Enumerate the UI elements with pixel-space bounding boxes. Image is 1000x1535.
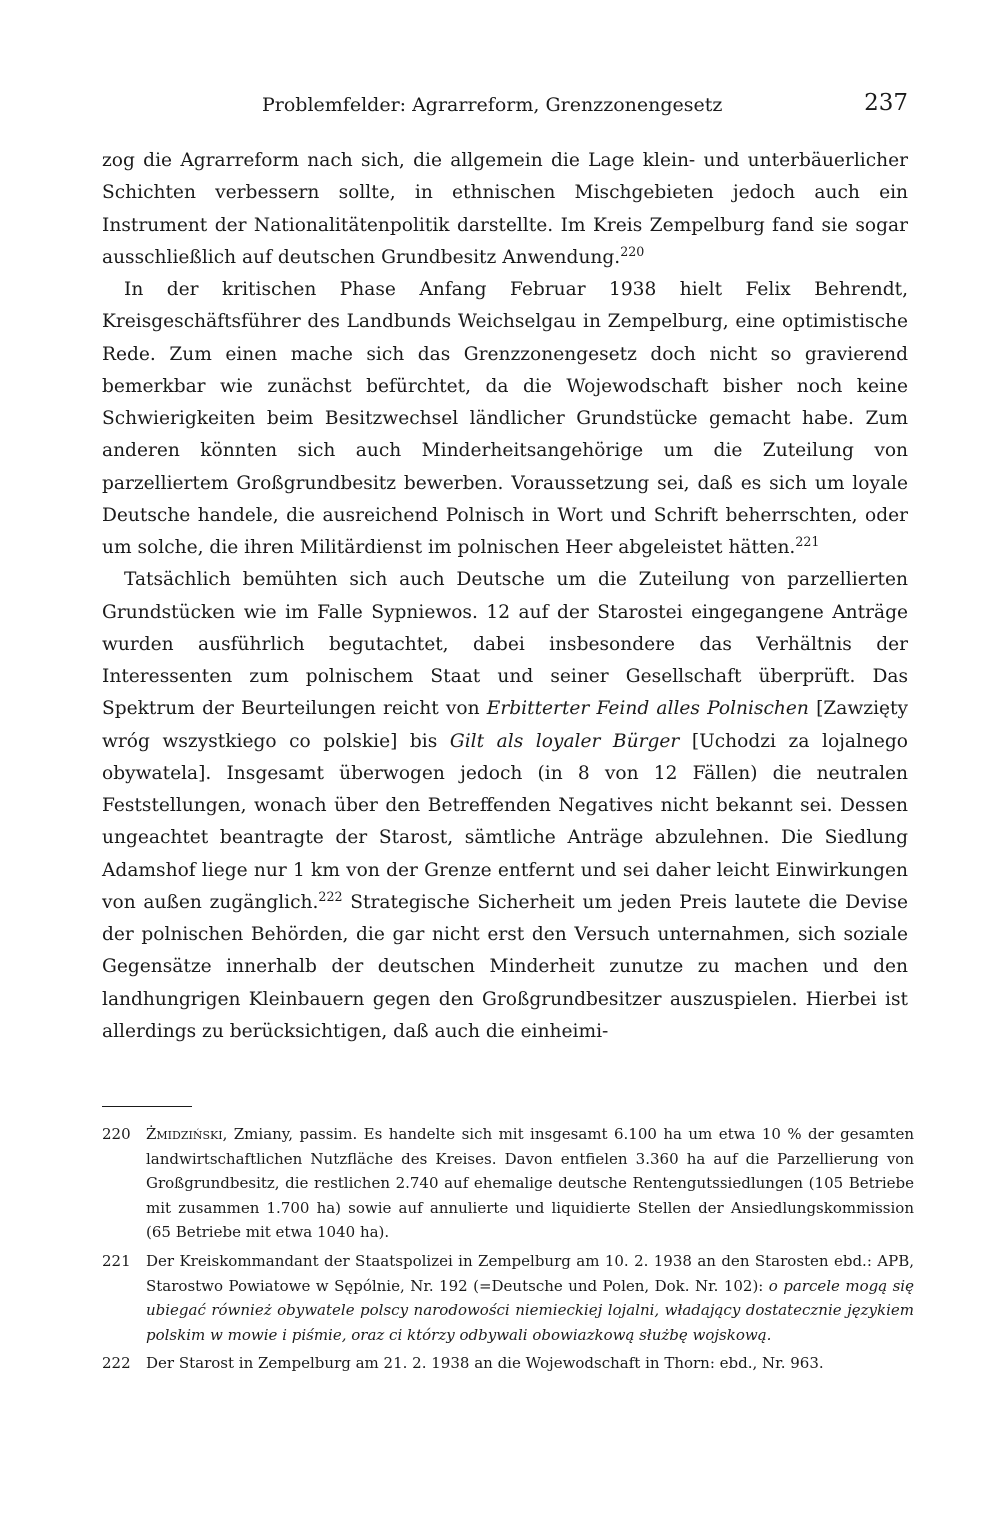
quote-italic-1: Erbitterter Feind alles Polnischen (486, 698, 809, 720)
footnote-221 (102, 1249, 914, 1347)
paragraph-3 (102, 564, 908, 1048)
paragraph-1 (102, 145, 908, 274)
footnote-number: 221 (102, 1251, 131, 1270)
page-number: 237 (864, 90, 908, 116)
footnote-number: 222 (102, 1354, 131, 1373)
paragraph-3-text-c: [Uchodzi za lojalnego obywatela]. Insgesamt überwogen jedoch (in 8 von 12 Fällen) die neutralen Feststellungen, wonach über den Betreffenden Negatives nicht bekannt sei. Dessen ungeachtet beantragte der Starost, sämtliche Anträge abzulehnen. Die Siedlung Adamshof liege nur 1 km von der Grenze entfernt und sei daher leicht Einwirkungen von außen zugänglich. (102, 730, 909, 913)
footnotes (102, 1122, 914, 1380)
paragraph-2-text: In der kritischen Phase Anfang Februar 1938 hielt Felix Behrendt, Kreisgeschäftsführer des Landbunds Weichselgau in Zempelburg, eine optimistische Rede. Zum einen mache sich das Grenzzonengesetz doch nicht so gravierend bemerkbar wie zunächst befürchtet, da die Wojewodschaft bisher noch keine Schwierigkeiten beim Besitzwechsel ländlicher Grundstücke gemacht habe. Zum anderen könnten sich auch Minderheitsangehörige um die Zuteilung von parzelliertem Großgrundbesitz bewerben. Voraussetzung sei, daß es sich um loyale Deutsche handele, die ausreichend Polnisch in Wort und Schrift beherrschten, oder um solche, die ihren Militärdienst im polnischen Heer abgeleistet hätten. (102, 279, 908, 558)
paragraph-3-text-d: Strategische Sicherheit um jeden Preis lautete die Devise der polnischen Behörden, die gar nicht erst den Versuch unternahmen, sich soziale Gegensätze innerhalb der deutschen Minderheit zunutze zu machen und den landhungrigen Kleinbauern gegen den Großgrundbesitzer auszuspielen. Hierbei ist allerdings zu berücksichtigen, daß auch die einheimi- (102, 891, 908, 1042)
footnote-text: Der Starost in Zempelburg am 21. 2. 1938 an die Wojewodschaft in Thorn: ebd., Nr. 963. (146, 1354, 824, 1373)
footnote-number: 220 (102, 1125, 131, 1143)
paragraph-3-text-a: Tatsächlich bemühten sich auch Deutsche um die Zuteilung von parzellierten Grundstücken wie im Falle Sypniewos. 12 auf der Starostei eingegangene Anträge wurden ausführlich begutachtet, dabei insbesondere das Verhältnis der Interessenten zum polnischem Staat und seiner Gesellschaft überprüft. Das Spektrum der Beurteilungen reicht von (102, 569, 908, 720)
paragraph-2 (102, 274, 908, 564)
footnote-quote-italic: o parcele mogą się ubiegać również obywatele polscy narodowości niemieckiej lojalni, władający dostatecznie językiem polskim w mowie i piśmie, oraz ci którzy odbywali obowiazkową służbę wojskową. (146, 1276, 914, 1344)
paragraph-3-text-b: [Zawzięty wróg wszystkiego co polskie] bis (102, 698, 908, 752)
footnote-ref-221[interactable]: 221 (795, 534, 820, 550)
running-title: Problemfelder: Agrarreform, Grenzzonengesetz (262, 94, 723, 116)
main-text (102, 145, 908, 1048)
footnote-text: Der Kreiskommandant der Staatspolizei in Zempelburg am 10. 2. 1938 an den Starosten ebd.: APB, Starostwo Powiatowe w Sępólnie, Nr. 192 (=Deutsche und Polen, Dok. Nr. 102): (146, 1251, 914, 1295)
paragraph-1-text: zog die Agrarreform nach sich, die allgemein die Lage klein- und unterbäuerlicher Schichten verbessern sollte, in ethnischen Mischgebieten jedoch auch ein Instrument der Nationalitätenpolitik darstellte. Im Kreis Zempelburg fand sie sogar ausschließlich auf deutschen Grundbesitz Anwendung. (102, 150, 908, 268)
footnote-separator (102, 1106, 192, 1107)
footnote-text: , Zmiany, passim. Es handelte sich mit insgesamt 6.100 ha um etwa 10 % der gesamten landwirtschaftlichen Nutzfläche des Kreises. Davon entfielen 3.360 ha auf die Parzellierung von Großgrundbesitz, die restlichen 2.740 auf ehemalige deutsche Rentengutssiedlungen (105 Betriebe mit zusammen 1.700 ha) sowie auf annulierte und liquidierte Stellen der Ansiedlungskommission (65 Betriebe mit etwa 1040 ha). (146, 1125, 914, 1242)
running-head (100, 90, 908, 120)
footnote-222 (102, 1351, 914, 1376)
footnote-ref-220[interactable]: 220 (620, 243, 645, 259)
footnote-author: Żmidziński (146, 1125, 223, 1143)
footnote-220 (102, 1122, 914, 1245)
footnote-ref-222[interactable]: 222 (318, 888, 343, 904)
quote-italic-2: Gilt als loyaler Bürger (449, 730, 680, 752)
